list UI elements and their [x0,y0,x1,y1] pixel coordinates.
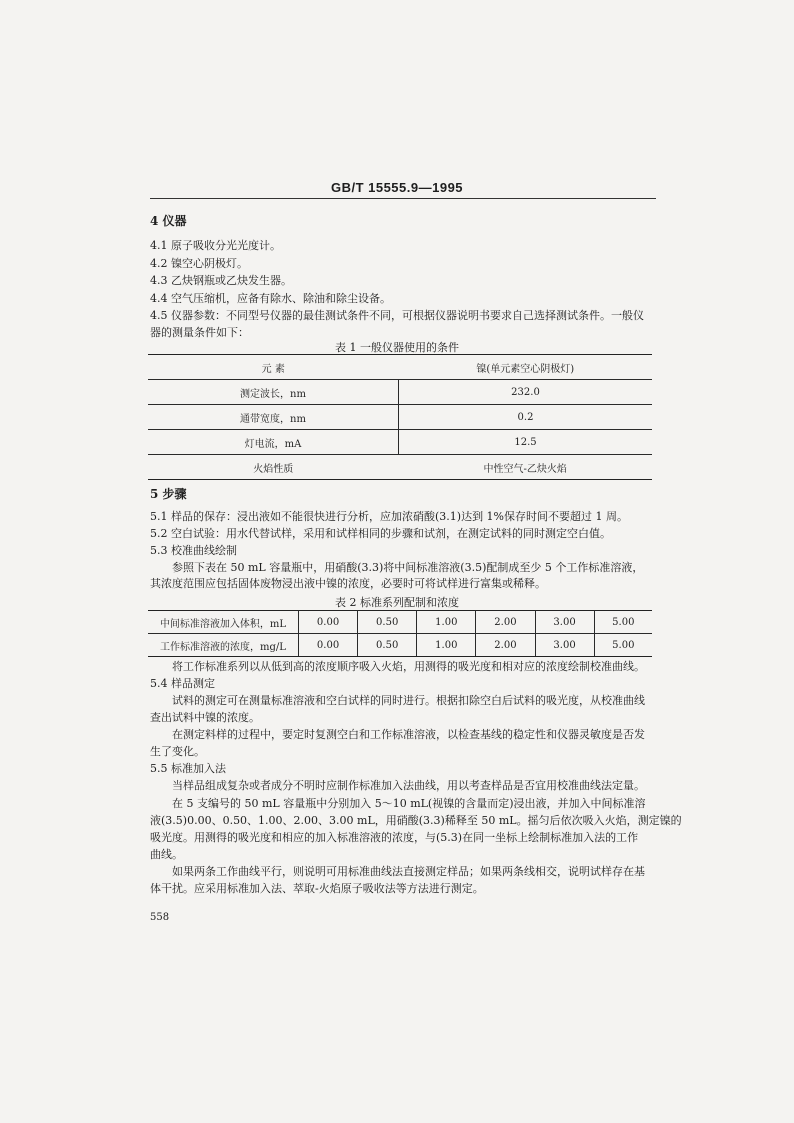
item-5-5-b2: 液(3.5)0.00、0.50、1.00、2.00、3.00 mL，用硝酸(3.3)稀释至 50 mL。摇匀后依次吸入火焰，测定镍的 [150,814,682,827]
table-2-caption: 表 2 标准系列配制和浓度 [335,596,459,609]
table-cell: 0.2 [399,405,653,430]
table-cell: 5.00 [594,611,652,634]
item-5-4-title: 5.4 样品测定 [150,677,215,690]
item-4-5-line1: 4.5 仪器参数：不同型号仪器的最佳测试条件不同，可根据仪器说明书要求自己选择测试条件。一般仪 [150,309,644,322]
table-cell: 1.00 [417,611,476,634]
item-5-4-b2: 生了变化。 [150,745,205,758]
table-row-header: 工作标准溶液的浓度，mg/L [148,634,299,657]
table-cell: 5.00 [594,634,652,657]
item-5-5-title: 5.5 标准加入法 [150,762,226,775]
item-5-5-b3: 吸光度。用测得的吸光度和相应的加入标准溶液的浓度，与(5.3)在同一坐标上绘制标准加入法的工作 [150,831,639,844]
section-5-title: 5 步骤 [150,487,187,501]
table-cell: 232.0 [399,380,653,405]
item-5-5-c2: 体干扰。应采用标准加入法、萃取-火焰原子吸收法等方法进行测定。 [150,882,484,895]
table-cell: 0.00 [299,634,358,657]
item-5-4-a2: 查出试料中镍的浓度。 [150,711,260,724]
table-cell: 火焰性质 [148,455,399,480]
table-cell: 0.50 [358,634,417,657]
table-cell: 2.00 [476,634,535,657]
item-5-5-b1: 在 5 支编号的 50 mL 容量瓶中分别加入 5～10 mL(视镍的含量而定)浸出液，并加入中间标准溶 [172,797,646,810]
header-rule [150,198,656,199]
standard-series-table [148,610,652,657]
item-4-2: 4.2 镍空心阴极灯。 [150,257,248,270]
table-row [148,455,652,480]
item-5-3-line2: 其浓度范围应包括固体废物浸出液中镍的浓度，必要时可将试样进行富集或稀释。 [150,577,546,590]
table-row [148,380,652,405]
item-5-5-a: 当样品组成复杂或者成分不明时应制作标准加入法曲线，用以考查样品是否宜用校准曲线法定量。 [172,779,645,792]
item-5-4-a1: 试料的测定可在测量标准溶液和空白试样的同时进行。根据扣除空白后试料的吸光度，从校准曲线 [172,694,645,707]
table-cell: 2.00 [476,611,535,634]
item-5-2: 5.2 空白试验：用水代替试样，采用和试样相同的步骤和试剂，在测定试料的同时测定空白值。 [150,527,611,540]
document-header: GB/T 15555.9—1995 [330,180,464,195]
table-cell: 元 素 [148,355,399,380]
item-5-3-title: 5.3 校准曲线绘制 [150,544,237,557]
table-cell: 测定波长，nm [148,380,399,405]
table-cell: 12.5 [399,430,653,455]
item-5-1: 5.1 样品的保存：浸出液如不能很快进行分析，应加浓硝酸(3.1)达到 1%保存时间不要超过 1 周。 [150,510,629,523]
table-cell: 3.00 [535,634,594,657]
item-4-3: 4.3 乙炔钢瓶或乙炔发生器。 [150,274,292,287]
instrument-conditions-table [148,354,652,480]
item-5-3-line1: 参照下表在 50 mL 容量瓶中，用硝酸(3.3)将中间标准溶液(3.5)配制成至少 5 个工作标准溶液， [172,561,644,574]
table-row [148,634,652,657]
page-number: 558 [150,912,170,923]
table-row [148,611,652,634]
table-cell: 0.00 [299,611,358,634]
table-row-header: 中间标准溶液加入体积，mL [148,611,299,634]
table-cell: 0.50 [358,611,417,634]
table-cell: 中性空气-乙炔火焰 [399,455,653,480]
table-row [148,355,652,380]
table-cell: 3.00 [535,611,594,634]
table-1-caption: 表 1 一般仪器使用的条件 [335,341,459,354]
table-row [148,430,652,455]
item-5-5-b4: 曲线。 [150,848,183,861]
item-5-5-c1: 如果两条工作曲线平行，则说明可用标准曲线法直接测定样品；如果两条线相交，说明试样存在基 [172,865,645,878]
table-cell: 镍(单元素空心阴极灯) [399,355,653,380]
item-5-4-b1: 在测定料样的过程中，要定时复测空白和工作标准溶液，以检查基线的稳定性和仪器灵敏度是否发 [172,728,645,741]
item-5-3-after: 将工作标准系列以从低到高的浓度顺序吸入火焰，用测得的吸光度和相对应的浓度绘制校准曲线。 [172,660,645,673]
table-cell: 灯电流，mA [148,430,399,455]
table-cell: 1.00 [417,634,476,657]
item-4-1: 4.1 原子吸收分光光度计。 [150,239,281,252]
table-cell: 通带宽度，nm [148,405,399,430]
item-4-4: 4.4 空气压缩机，应备有除水、除油和除尘设备。 [150,292,391,305]
section-4-title: 4 仪器 [150,214,187,228]
item-4-5-line2: 器的测量条件如下： [150,326,249,339]
table-row [148,405,652,430]
